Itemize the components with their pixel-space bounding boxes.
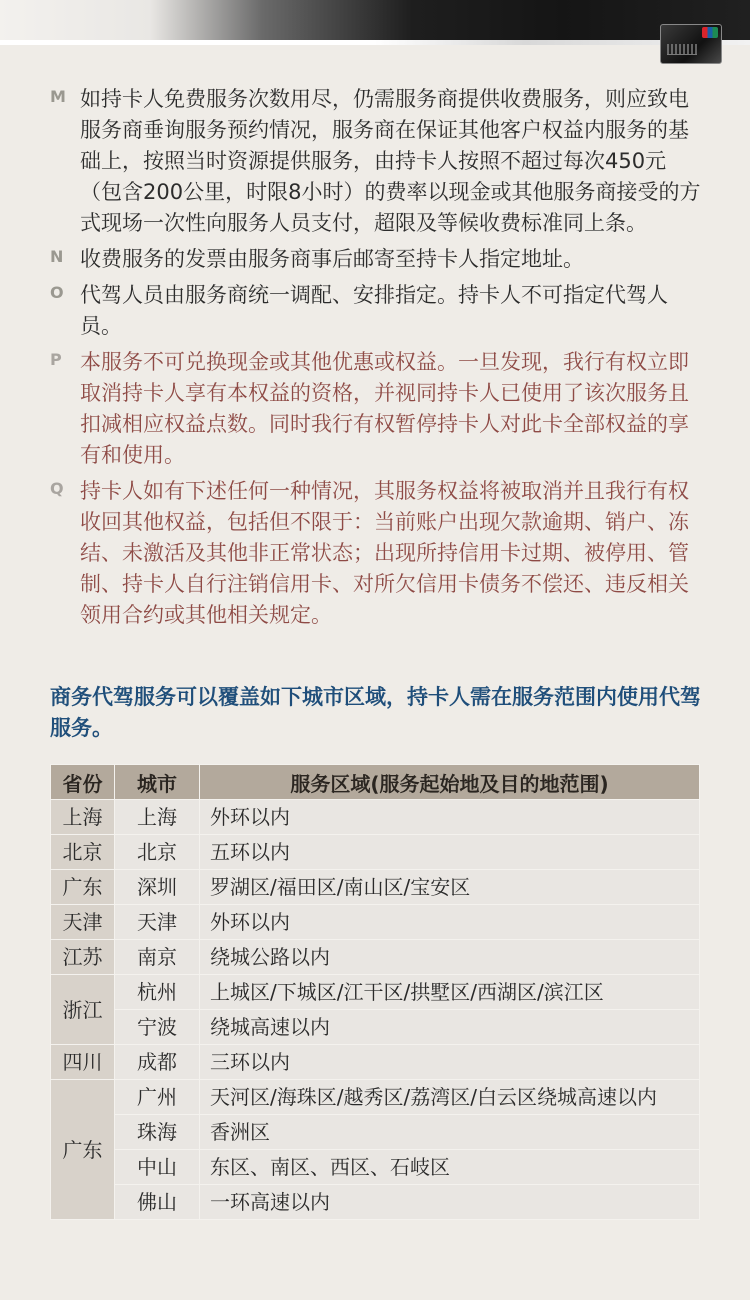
province-cell: 天津 xyxy=(51,905,115,940)
area-cell: 绕城高速以内 xyxy=(200,1010,700,1045)
table-row xyxy=(51,1010,700,1045)
unionpay-logo-icon xyxy=(702,27,718,38)
province-cell: 上海 xyxy=(51,800,115,835)
service-area-table xyxy=(50,764,700,1220)
clause-n xyxy=(50,244,702,275)
clause-m xyxy=(50,84,702,239)
city-cell: 杭州 xyxy=(115,975,200,1010)
area-cell: 东区、南区、西区、石岐区 xyxy=(200,1150,700,1185)
clause-text: 代驾人员由服务商统一调配、安排指定。持卡人不可指定代驾人员。 xyxy=(80,283,668,338)
table-row xyxy=(51,1150,700,1185)
table-row xyxy=(51,870,700,905)
coverage-heading: 商务代驾服务可以覆盖如下城市区域，持卡人需在服务范围内使用代驾服务。 xyxy=(50,685,701,740)
city-cell: 中山 xyxy=(115,1150,200,1185)
header-banner xyxy=(0,0,750,40)
province-cell: 北京 xyxy=(51,835,115,870)
area-cell: 五环以内 xyxy=(200,835,700,870)
terms-clauses xyxy=(50,84,702,636)
city-cell: 成都 xyxy=(115,1045,200,1080)
area-cell: 外环以内 xyxy=(200,905,700,940)
card-skyline-graphic xyxy=(667,44,697,55)
area-cell: 外环以内 xyxy=(200,800,700,835)
clause-text: 本服务不可兑换现金或其他优惠或权益。一旦发现，我行有权立即取消持卡人享有本权益的资格，并视同持卡人已使用了该次服务且扣减相应权益点数。同时我行有权暂停持卡人对此卡全部权益的享有和使用。 xyxy=(80,350,689,467)
area-cell: 上城区/下城区/江干区/拱墅区/西湖区/滨江区 xyxy=(200,975,700,1010)
area-cell: 一环高速以内 xyxy=(200,1185,700,1220)
table-row xyxy=(51,1045,700,1080)
city-cell: 珠海 xyxy=(115,1115,200,1150)
table-row xyxy=(51,1080,700,1115)
table-header-row xyxy=(51,765,700,800)
area-cell: 三环以内 xyxy=(200,1045,700,1080)
city-cell: 佛山 xyxy=(115,1185,200,1220)
clause-letter: M xyxy=(50,87,66,106)
header-divider xyxy=(0,40,750,45)
table-row xyxy=(51,1115,700,1150)
province-cell: 浙江 xyxy=(51,975,115,1045)
province-cell: 广东 xyxy=(51,1080,115,1220)
clause-o xyxy=(50,280,702,342)
area-cell: 天河区/海珠区/越秀区/荔湾区/白云区绕城高速以内 xyxy=(200,1080,700,1115)
city-cell: 广州 xyxy=(115,1080,200,1115)
province-cell: 广东 xyxy=(51,870,115,905)
table-row xyxy=(51,800,700,835)
province-cell: 江苏 xyxy=(51,940,115,975)
table-row xyxy=(51,1185,700,1220)
header-service-area: 服务区域(服务起始地及目的地范围) xyxy=(200,765,700,800)
clause-letter: O xyxy=(50,283,64,302)
clause-letter: P xyxy=(50,350,62,369)
clause-text: 持卡人如有下述任何一种情况，其服务权益将被取消并且我行有权收回其他权益，包括但不限于：当前账户出现欠款逾期、销户、冻结、未激活及其他非正常状态；出现所持信用卡过期、被停用、管制、持卡人自行注销信用卡、对所欠信用卡债务不偿还、违反相关领用合约或其他相关规定。 xyxy=(80,479,689,627)
city-cell: 天津 xyxy=(115,905,200,940)
area-cell: 香洲区 xyxy=(200,1115,700,1150)
area-cell: 绕城公路以内 xyxy=(200,940,700,975)
header-city: 城市 xyxy=(115,765,200,800)
city-cell: 北京 xyxy=(115,835,200,870)
clause-q xyxy=(50,476,702,631)
clause-p xyxy=(50,347,702,471)
table-row xyxy=(51,940,700,975)
credit-card-thumbnail xyxy=(660,24,722,64)
area-cell: 罗湖区/福田区/南山区/宝安区 xyxy=(200,870,700,905)
clause-text: 如持卡人免费服务次数用尽，仍需服务商提供收费服务，则应致电服务商垂询服务预约情况，服务商在保证其他客户权益内服务的基础上，按照当时资源提供服务，由持卡人按照不超过每次450元（包含200公里，时限8小时）的费率以现金或其他服务商接受的方式现场一次性向服务人员支付，超限及等候收费标准同上条。 xyxy=(80,87,701,235)
province-cell: 四川 xyxy=(51,1045,115,1080)
table-row xyxy=(51,905,700,940)
city-cell: 上海 xyxy=(115,800,200,835)
city-cell: 深圳 xyxy=(115,870,200,905)
table-row xyxy=(51,835,700,870)
clause-letter: Q xyxy=(50,479,64,498)
table-row xyxy=(51,975,700,1010)
clause-text: 收费服务的发票由服务商事后邮寄至持卡人指定地址。 xyxy=(80,247,584,271)
clause-letter: N xyxy=(50,247,64,266)
city-cell: 南京 xyxy=(115,940,200,975)
header-province: 省份 xyxy=(51,765,115,800)
city-cell: 宁波 xyxy=(115,1010,200,1045)
